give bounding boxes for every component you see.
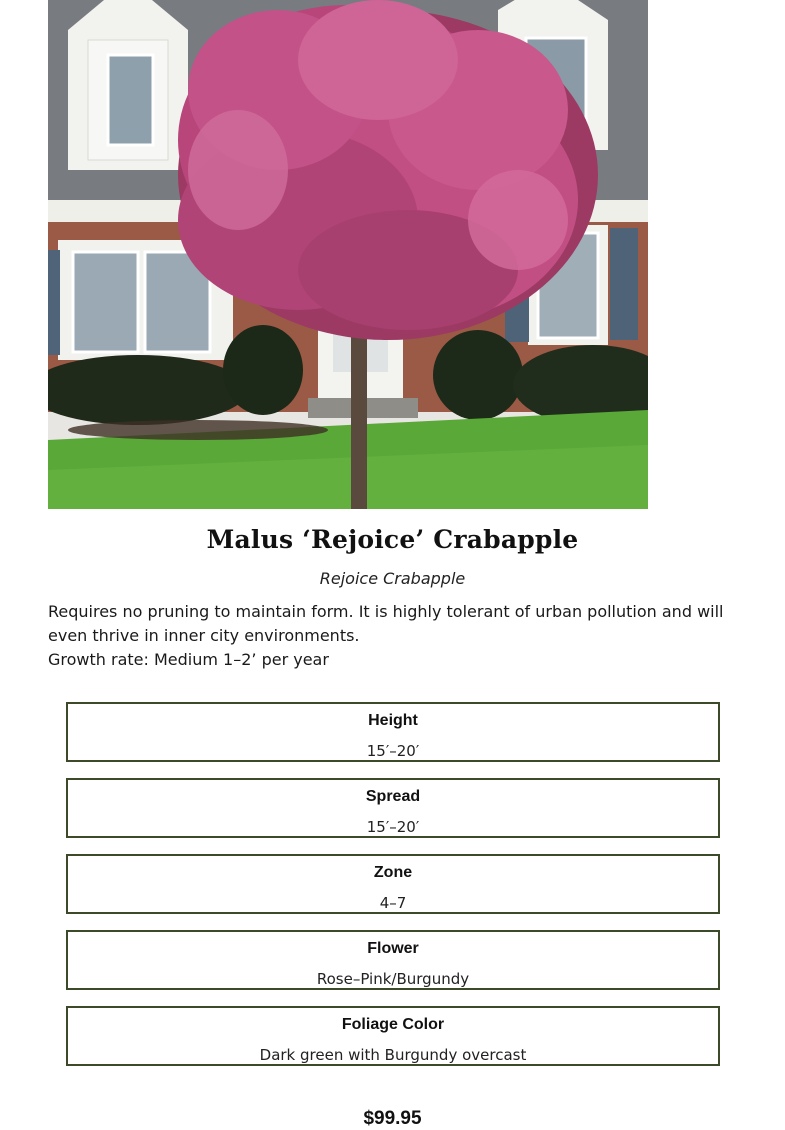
spec-box-zone xyxy=(66,854,720,914)
spec-value: Dark green with Burgundy overcast xyxy=(259,1046,527,1064)
common-name: Rejoice Crabapple xyxy=(319,569,466,588)
spec-label: Height xyxy=(368,712,418,729)
growth-rate-text: Growth rate: Medium 1–2’ per year xyxy=(48,650,329,669)
spec-value: 15′–20′ xyxy=(366,818,420,836)
description-text: Requires no pruning to maintain form. It is highly tolerant of urban pollution and will even thrive in inner city environments. xyxy=(48,602,724,645)
product-image xyxy=(48,0,648,509)
price: $99.95 xyxy=(363,1108,422,1129)
product-description xyxy=(48,600,748,672)
spec-label: Foliage Color xyxy=(341,1016,445,1033)
spec-box-height xyxy=(66,702,720,762)
product-title: Malus ‘Rejoice’ Crabapple xyxy=(206,525,579,554)
spec-label: Spread xyxy=(365,788,421,805)
spec-value: 4–7 xyxy=(379,894,407,912)
spec-label: Zone xyxy=(373,864,413,881)
spec-value: Rose–Pink/Burgundy xyxy=(316,970,470,988)
spec-box-flower xyxy=(66,930,720,990)
spec-value: 15′–20′ xyxy=(366,742,420,760)
crabapple-tree-photo-icon xyxy=(48,0,648,509)
spec-box-foliage-color xyxy=(66,1006,720,1066)
spec-box-spread xyxy=(66,778,720,838)
spec-label: Flower xyxy=(367,940,419,957)
